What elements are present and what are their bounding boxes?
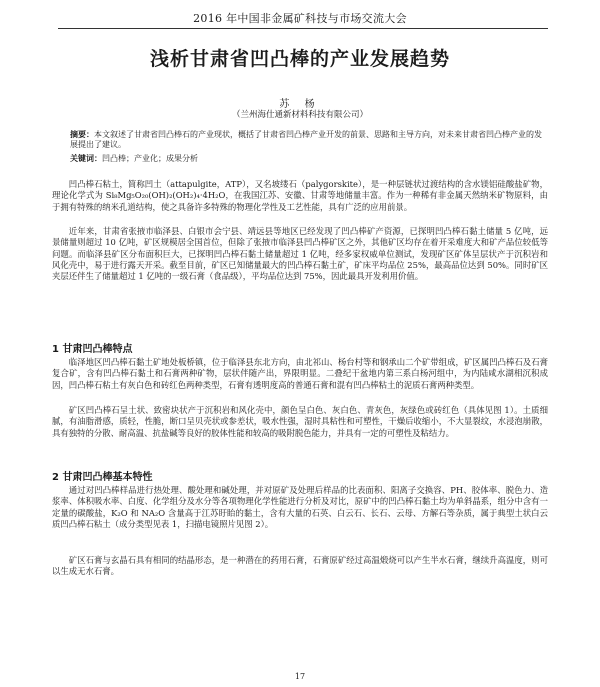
running-header: 2016 年中国非金属矿科技与市场交流大会 <box>193 12 407 25</box>
author-affiliation: （兰州海仕通新材料科技有限公司） <box>231 110 368 120</box>
section-paragraph: 矿区凹凸棒石呈土状、致密块状产于沉积岩和风化壳中，颜色呈白色、灰白色、青灰色，灰绿色或砖红色（具体见图 1）。土质细腻，有油脂滑感，质轻，性脆，断口呈贝壳状或参差状，吸水性强，湿时具粘性和可塑性，干燥后收缩小，不大显裂纹，水浸泡崩散，具有独特的分散、耐高温、抗盐碱等良好的胶体性能和较高的吸附脱色能力，并具有一定的可塑性及粘结力。 <box>52 405 548 438</box>
section-paragraph: 矿区石膏与玄晶石具有相同的结晶形态，是一种潜在的药用石膏，石膏原矿经过高温煅烧可以产生半水石膏，继续升高温度，则可以生成无水石膏。 <box>52 555 548 577</box>
abstract <box>70 129 548 150</box>
keywords <box>70 153 548 164</box>
intro-paragraph: 凹凸棒石粘土，简称凹土（attapulgite，ATP），又名坡缕石（palygorskite），是一种层链状过渡结构的含水镁铝硅酸盐矿物，理论化学式为 Si₈Mg₅O₂₀(OH)₂(OH₂)₄·4H₂O，在我国江苏、安徽、甘肃等地储量丰富。作为一种稀有非金属天然纳米矿物原料，由于拥有特殊的纳米孔道结构，使之具备许多特殊的物理化学性及工艺性能，具有广泛的应用前景。 <box>52 179 548 212</box>
author-name: 苏 杨 <box>279 99 321 110</box>
abstract-label: 摘要： <box>70 129 94 139</box>
section-paragraph: 通过对凹凸棒样品进行热处理、酸处理和碱处理，并对原矿及处理后样品的比表面积、阳离子交换容、PH、胶体率、脱色力、造浆率、体积吸水率、白度、化学组分及水分等各项物理化学性能进行分析及对比，原矿中的凹凸棒石黏土均为单斜晶系，组分中含有一定量的碳酸盐，K₂O 和 NA₂O 含量高于江苏盱眙的黏土，含有大量的石英、白云石、长石、云母、方解石等杂质，属于典型土状白云质凹凸棒石粘土（成分类型见表 1，扫描电镜照片见图 2）。 <box>52 485 548 529</box>
abstract-text: 本文叙述了甘肃省凹凸棒石的产业现状，概括了甘肃省凹凸棒产业开发的前景、思路和主导方向，对未来甘肃省凹凸棒产业的发展提出了建议。 <box>70 130 542 149</box>
article-title: 浅析甘肃省凹凸棒的产业发展趋势 <box>149 48 450 70</box>
keywords-label: 关键词： <box>70 153 102 163</box>
page-number: 17 <box>294 672 306 681</box>
section-heading: 2 甘肃凹凸棒基本特性 <box>52 472 153 483</box>
keywords-text: 凹凸棒；产业化；成果分析 <box>102 154 198 163</box>
section-paragraph: 临泽地区凹凸棒石黏土矿地处板桥镇，位于临泽县东北方向，由北祁山、杨台村等和钢承山二个矿带组成，矿区属凹凸棒石及石膏复合矿，含有凹凸棒石黏土和石膏两种矿物，层状伴随产出，界限明显。二叠纪干盆地内第三系白杨河组中，为内陆咸水湖相沉积成因，凹凸棒石粘土有灰白色和砖红色两种类型，石膏有透明度高的普通石膏和混有凹凸棒粘土的泥质石膏两种类型。 <box>52 357 548 390</box>
section-heading: 1 甘肃凹凸棒特点 <box>52 344 133 355</box>
intro-paragraph: 近年来，甘肃省张掖市临泽县、白银市会宁县、靖远县等地区已经发现了凹凸棒矿产资源，已探明凹凸棒石黏土储量 5 亿吨，远景储量则超过 10 亿吨，矿区规模居全国首位，但除了张掖市临泽县凹凸棒矿区之外，其他矿区均存在着开采难度大和矿产品位较低等问题。而临泽县矿区分布面积巨大，已探明凹凸棒石黏土储量超过 1 亿吨，经多家权威单位测试，发现矿区矿体呈层状产于沉积岩和风化壳中，易于进行露天开采。截至目前，矿区已知储量最大的凹凸棒石黏土矿，矿床平均品位 25%，最高品位达到 50%。同时矿区夹层还伴生了储量超过 1 亿吨的一级石膏（食品级），平均品位达到 75%，因此最具开发利用价值。 <box>52 226 548 282</box>
header-rule <box>58 28 548 29</box>
